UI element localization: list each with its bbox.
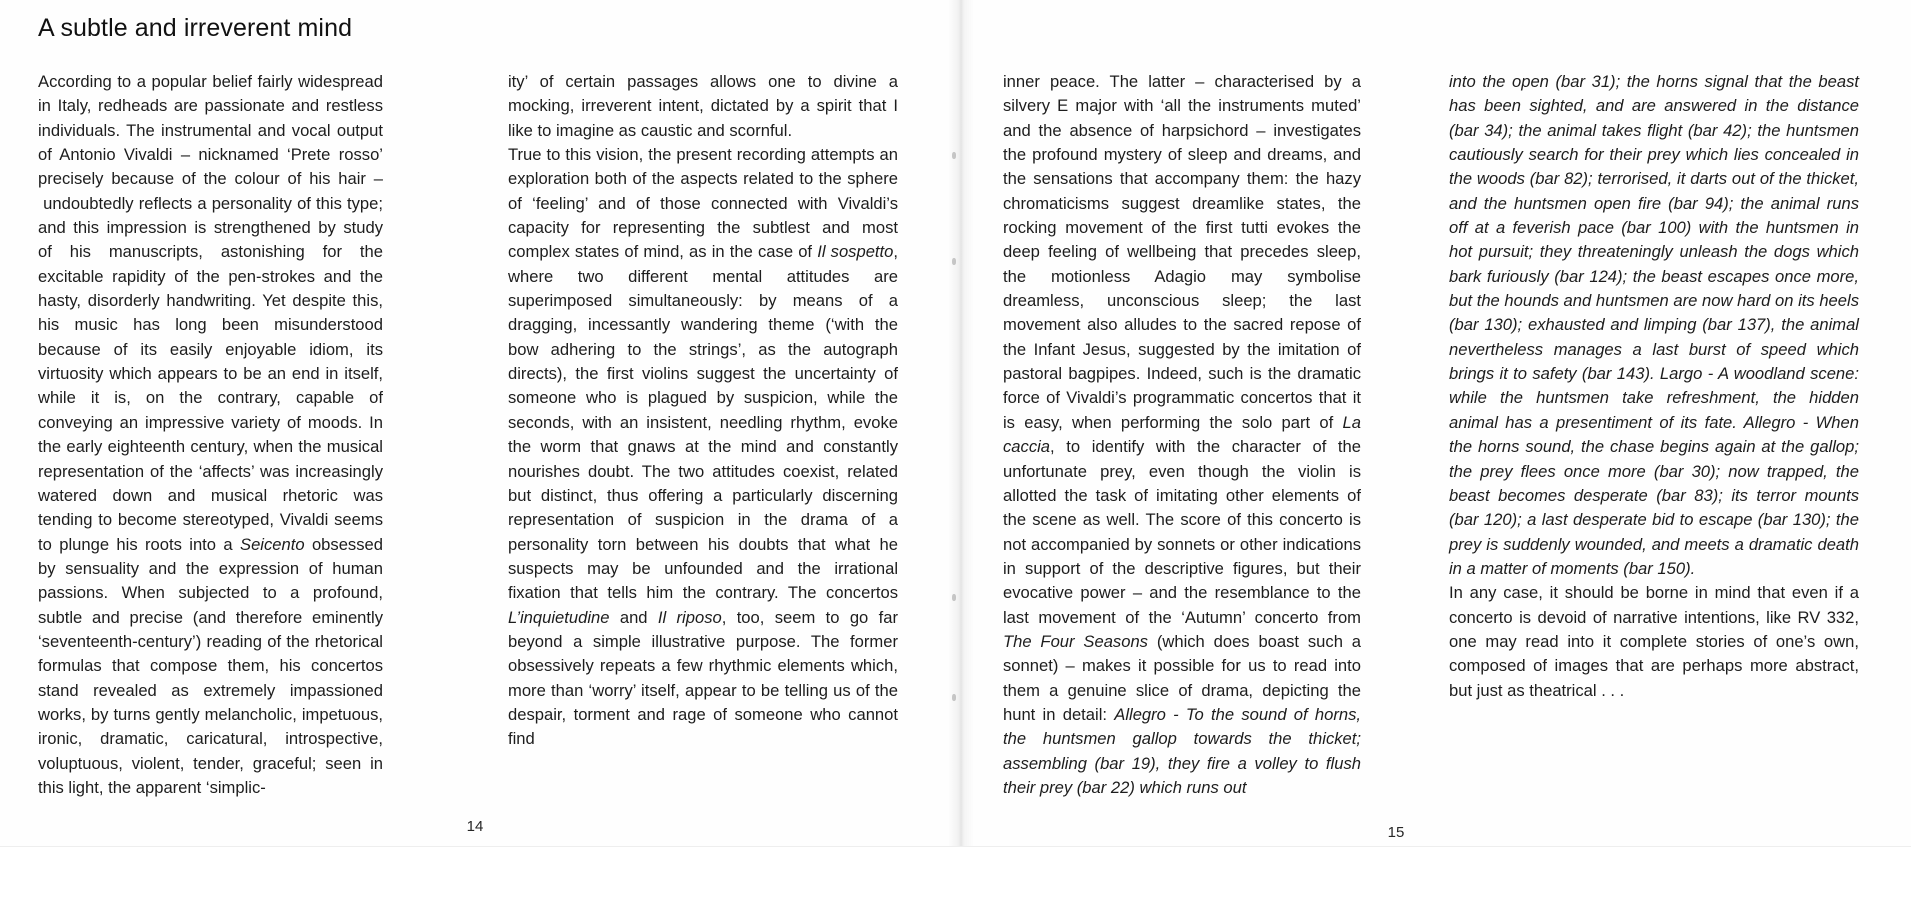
- text-column-3: [1003, 70, 1361, 800]
- italic-title: L’inquietudine: [508, 607, 610, 627]
- text-column-4: [1449, 70, 1859, 703]
- italic-programme-note: Allegro - To the sound of horns, the huntsmen gallop towards the thicket; assembling (bar 19), they fire a volley to flush their prey (bar 22) which runs out: [1003, 704, 1362, 797]
- page-title: A subtle and irreverent mind: [38, 14, 353, 42]
- text-column-2: [508, 70, 898, 752]
- paragraph: inner peace. The latter – characterised by a silvery E major with ‘all the instruments muted’ and the absence of harpsichord – investigates the profound mystery of sleep and dreams, and the sensations that accompany them: the hazy chromaticisms suggest dreamlike states, the rocking movement of the first tutti evokes the deep feeling of wellbeing that precedes sleep, the motionless Adagio may symbolise dreamless, unconscious sleep; the last movement also alludes to the sacred repose of the Infant Jesus, suggested by the imitation of pastoral bagpipes. Indeed, such is the dramatic force of Vivaldi’s programmatic concertos that it is easy, when performing the solo part of La caccia, to identify with the character of the unfortunate prey, even though the violin is allotted the task of imitating other elements of the scene as well. The score of this concerto is not accompanied by sonnets or other indications in support of the descriptive figures, but their evocative power – and the resemblance to the last movement of the ‘Autumn’ concerto from The Four Seasons (which does boast such a sonnet) – makes it possible for us to read into them a genuine slice of drama, depicting the hunt in detail: Allegro - To the sound of horns, the huntsmen gallop towards the thicket; assembling (bar 19), they fire a volley to flush their prey (bar 22) which runs out: [1003, 72, 1362, 797]
- margin-speck: [952, 594, 956, 601]
- paragraph: ity’ of certain passages allows one to divine a mocking, irreverent intent, dictated by a spirit that I like to imagine as caustic and scornful.: [508, 72, 898, 140]
- italic-title: Il sospetto: [817, 242, 894, 262]
- paragraph: True to this vision, the present recording attempts an exploration both of the aspects related to the sphere of ‘feeling’ and of those connected with Vivaldi’s capacity for representing the subtlest and most complex states of mind, as in the case of Il sospetto, where two different mental attitudes are superimposed simultaneously: by means of a dragging, incessantly wandering theme (‘with the bow adhering to the strings’, as the autograph directs), the first violins suggest the uncertainty of someone who is plagued by suspicion, while the seconds, with an insistent, needling rhythm, evoke the worm that gnaws at the mind and constantly nourishes doubt. The two attitudes coexist, related but distinct, thus offering a particularly discerning representation of suspicion in the drama of a personality torn between his doubts that what he suspects may be unfounded and the irrational fixation that tells him the contrary. The concertos L’inquietudine and Il riposo, too, seem to go far beyond a simple illustrative purpose. The former obsessively repeats a few rhythmic elements which, more than ‘worry’ itself, appear to be telling us of the despair, torment and rage of someone who cannot find: [508, 145, 899, 749]
- margin-speck: [952, 258, 956, 265]
- text-column-1: [38, 70, 383, 800]
- italic-title: La caccia: [1003, 412, 1361, 457]
- italic-title: Il riposo: [657, 607, 722, 627]
- page-bottom-edge: [0, 846, 1911, 901]
- book-gutter: [948, 0, 974, 900]
- page-number-left: 14: [466, 818, 484, 835]
- paragraph: According to a popular belief fairly widespread in Italy, redheads are passionate and restless individuals. The instrumental and vocal output of Antonio Vivaldi – nicknamed ‘Prete rosso’ precisely because of the colour of his hair – undoubtedly reflects a personality of this type; and this impression is strengthened by study of his manuscripts, astonishing for the excitable rapidity of the pen-strokes and the hasty, disorderly handwriting. Yet despite this, his music has long been misunderstood because of its easily enjoyable idiom, its virtuosity which appears to be an end in itself, while it is, on the contrary, capable of conveying an impressive variety of moods. In the early eighteenth century, when the musical representation of the ‘affects’ was increasingly watered down and musical rhetoric was tending to become stereotyped, Vivaldi seems to plunge his roots into a Seicento obsessed by sensuality and the expression of human passions. When subjected to a profound, subtle and precise (and therefore eminently ‘seventeenth-century’) reading of the rhetorical formulas that compose them, his concertos stand revealed as extremely impassioned works, by turns gently melancholic, impetuous, ironic, dramatic, caricatural, introspective, voluptuous, violent, tender, graceful; seen in this light, the apparent ‘simplic-: [38, 72, 383, 797]
- margin-speck: [952, 694, 956, 701]
- margin-speck: [952, 152, 956, 159]
- paragraph: into the open (bar 31); the horns signal that the beast has been sighted, and are answered in the distance (bar 34); the animal takes flight (bar 42); the huntsmen cautiously search for their prey which lies concealed in the woods (bar 82); terrorised, it darts out of the thicket, and the huntsmen open fire (bar 94); the animal runs off at a feverish pace (bar 100) with the huntsmen in hot pursuit; they threateningly unleash the dogs which bark furiously (bar 124); the beast escapes once more, but the hounds and huntsmen are now hard on its heels (bar 130); exhausted and limping (bar 137), the animal nevertheless manages a last burst of speed which brings it to safety (bar 143). Largo - A woodland scene: while the huntsmen take refreshment, the hidden animal has a presentiment of its fate. Allegro - When the horns sound, the chase begins again at the gallop; the prey flees once more (bar 30); now trapped, the beast becomes desperate (bar 83); its terror mounts (bar 120); a last desperate bid to escape (bar 130); the prey is suddenly wounded, and meets a dramatic death in a matter of moments (bar 150).: [1449, 72, 1859, 578]
- italic-title: Seicento: [240, 534, 305, 554]
- italic-title: The Four Seasons: [1003, 631, 1148, 651]
- paragraph: In any case, it should be borne in mind that even if a concerto is devoid of narrative intentions, like RV 332, one may read into it complete stories of one’s own, composed of images that are perhaps more abstract, but just as theatrical . . .: [1449, 583, 1859, 700]
- page-number-right: 15: [1387, 824, 1405, 841]
